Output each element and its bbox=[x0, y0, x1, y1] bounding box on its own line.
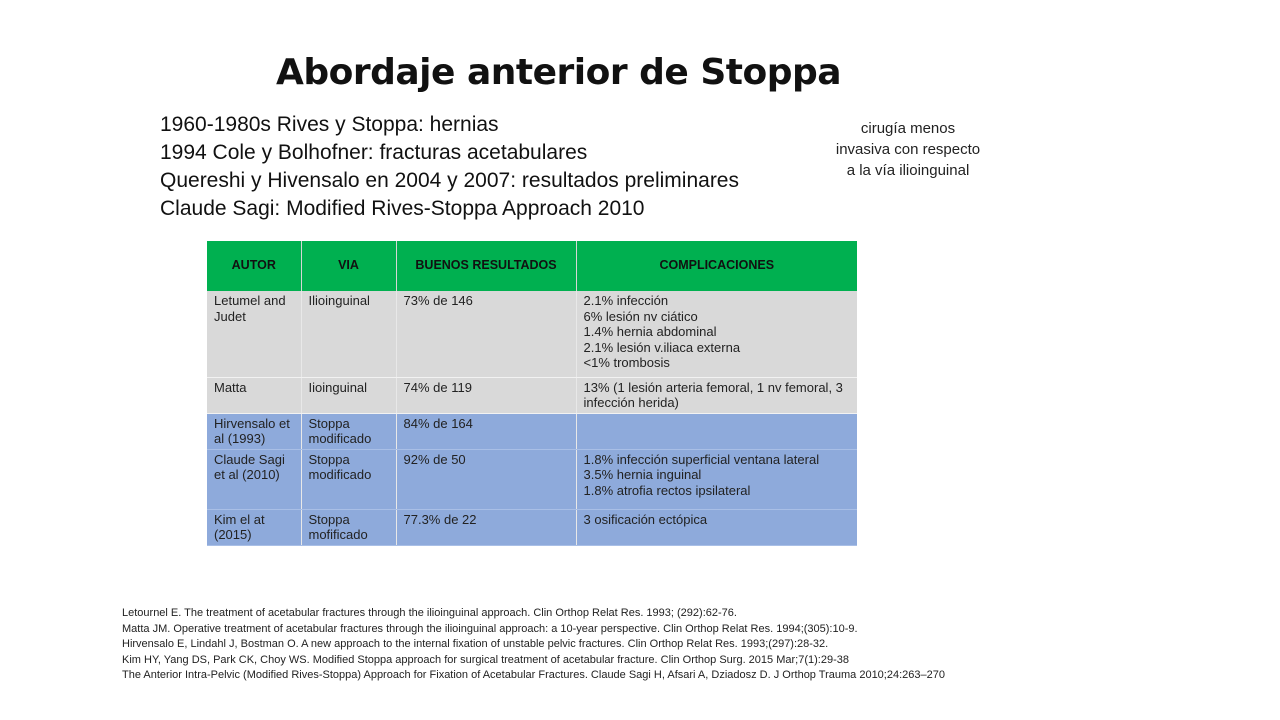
complication-line: 6% lesión nv ciático bbox=[583, 308, 698, 324]
slide-title: Abordaje anterior de Stoppa bbox=[276, 52, 842, 93]
header-autor: AUTOR bbox=[207, 241, 301, 291]
complication-line: <1% trombosis bbox=[583, 355, 670, 370]
table-row bbox=[207, 413, 857, 449]
complication-line: 3.5% hernia inguinal bbox=[583, 467, 702, 482]
cell-via: Ilioinguinal bbox=[301, 291, 396, 377]
cell-complicaciones bbox=[576, 509, 857, 545]
header-complicaciones: COMPLICACIONES bbox=[576, 241, 857, 291]
reference: Kim HY, Yang DS, Park CK, Choy WS. Modified Stoppa approach for surgical treatment of acetabular fracture. Clin Orthop Surg. 2015 Mar;7(1):29-38 bbox=[122, 653, 849, 666]
cell-autor: Claude Sagi et al (2010) bbox=[207, 449, 301, 509]
cell-resultados: 92% de 50 bbox=[396, 449, 576, 509]
table-row bbox=[207, 449, 857, 509]
cell-resultados: 77.3% de 22 bbox=[396, 509, 576, 545]
cell-resultados: 84% de 164 bbox=[396, 413, 576, 449]
cell-via: Stoppa modificado bbox=[301, 413, 396, 449]
table-row bbox=[207, 509, 857, 545]
complication-line: 1.8% atrofia rectos ipsilateral bbox=[583, 482, 751, 498]
table-row bbox=[207, 291, 857, 377]
history-list bbox=[160, 111, 739, 223]
cell-complicaciones bbox=[576, 291, 857, 377]
cell-complicaciones bbox=[576, 413, 857, 449]
table-row bbox=[207, 377, 857, 413]
history-item: 1960-1980s Rives y Stoppa: hernias bbox=[160, 113, 499, 136]
history-item: 1994 Cole y Bolhofner: fracturas acetabulares bbox=[160, 141, 588, 164]
cell-via: Stoppa mofificado bbox=[301, 509, 396, 545]
reference: Letournel E. The treatment of acetabular fractures through the ilioinguinal approach. Clin Orthop Relat Res. 1993; (292):62-76. bbox=[122, 607, 737, 619]
reference: Hirvensalo E, Lindahl J, Bostman O. A new approach to the internal fixation of unstable pelvic fractures. Clin Orthop Relat Res. 1993;(297):28-32. bbox=[122, 638, 829, 650]
cell-autor: Letumel and Judet bbox=[207, 291, 301, 377]
side-note: cirugía menos invasiva con respecto a la vía ilioinguinal bbox=[835, 120, 981, 179]
table-header-row bbox=[207, 241, 857, 291]
cell-via: Iioinguinal bbox=[301, 377, 396, 413]
complication-line: 1.8% infección superficial ventana lateral bbox=[583, 451, 820, 467]
complication-line: 3 osificación ectópica bbox=[583, 511, 708, 527]
reference: Matta JM. Operative treatment of acetabular fractures through the ilioinguinal approach: a 10-year perspective. Clin Orthop Relat Res. 1994;(305):10-9. bbox=[122, 622, 858, 635]
complication-line: 2.1% infección bbox=[583, 293, 669, 308]
cell-autor: Kim el at (2015) bbox=[207, 509, 301, 545]
cell-complicaciones bbox=[576, 449, 857, 509]
header-buenos-resultados: BUENOS RESULTADOS bbox=[396, 241, 576, 291]
complication-line: 1.4% hernia abdominal bbox=[583, 324, 717, 339]
references bbox=[122, 606, 982, 684]
history-item: Quereshi y Hivensalo en 2004 y 2007: resultados preliminares bbox=[160, 169, 739, 192]
history-item: Claude Sagi: Modified Rives-Stoppa Approach 2010 bbox=[160, 197, 645, 220]
cell-autor: Matta bbox=[207, 377, 301, 413]
cell-resultados: 74% de 119 bbox=[396, 377, 576, 413]
header-via: VIA bbox=[301, 241, 396, 291]
reference: The Anterior Intra-Pelvic (Modified Rives-Stoppa) Approach for Fixation of Acetabular Fractures. Claude Sagi H, Afsari A, Dziadosz D. J Orthop Trauma 2010;24:263–270 bbox=[122, 669, 945, 681]
results-table bbox=[207, 241, 857, 546]
cell-autor: Hirvensalo et al (1993) bbox=[207, 413, 301, 449]
complication-line: 2.1% lesión v.iliaca externa bbox=[583, 339, 741, 355]
cell-via: Stoppa modificado bbox=[301, 449, 396, 509]
cell-complicaciones bbox=[576, 377, 857, 413]
complication-line: 13% (1 lesión arteria femoral, 1 nv femoral, 3 infección herida) bbox=[583, 379, 843, 410]
cell-resultados: 73% de 146 bbox=[396, 291, 576, 377]
